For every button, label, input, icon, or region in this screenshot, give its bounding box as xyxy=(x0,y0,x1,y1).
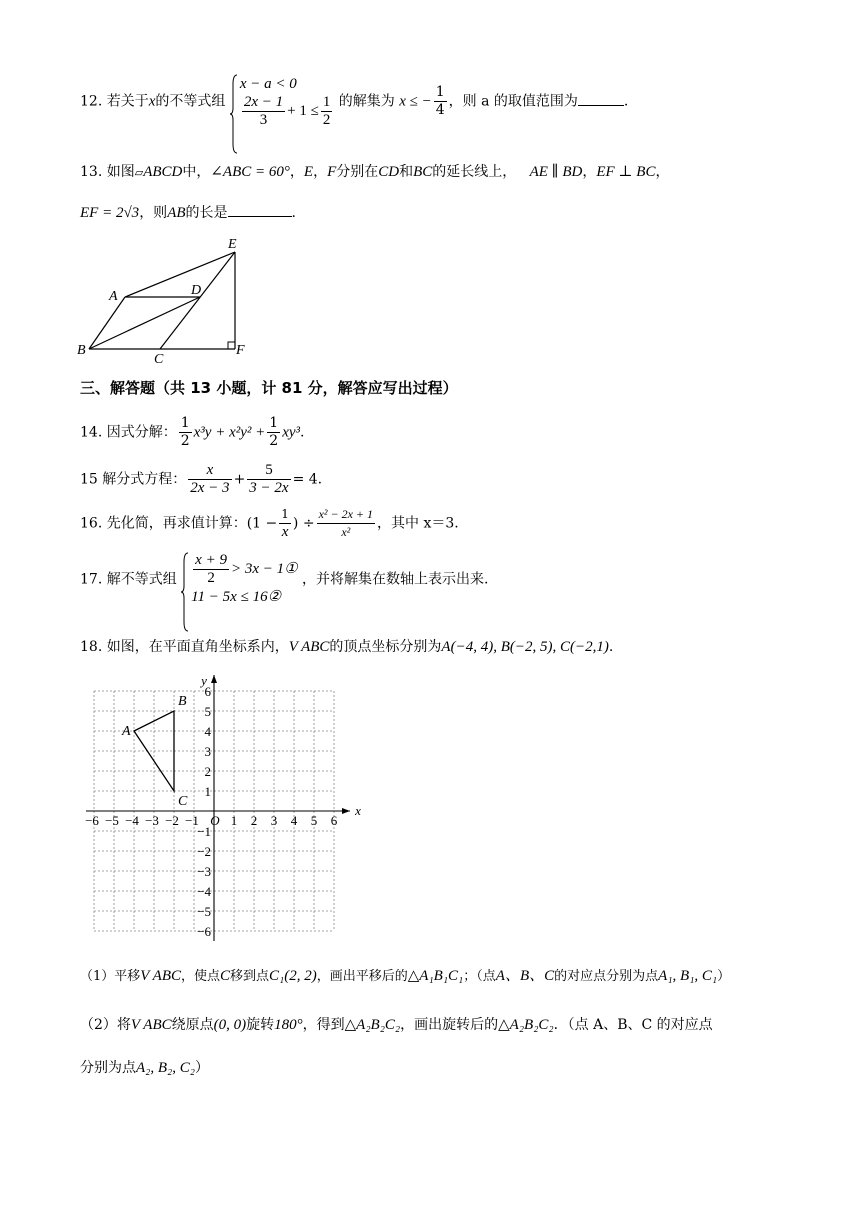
y-axis-label: y xyxy=(201,673,207,688)
label-b: B xyxy=(77,343,86,358)
y-axis-arrow-icon xyxy=(211,675,217,683)
x-tick-label: −6 xyxy=(85,813,99,828)
x-tick-label: 5 xyxy=(310,813,318,828)
axes xyxy=(86,675,350,941)
x-tick-label: 6 xyxy=(330,813,338,828)
vertex-label-a: A xyxy=(122,724,131,739)
x-tick-label: 4 xyxy=(290,813,298,828)
question-18: 18. 如图，在平面直角坐标系内，V ABC的顶点坐标分别为A(−4, 4), B(−2, 5), C(−2,1). xyxy=(80,639,614,655)
x-tick-label: −2 xyxy=(165,813,179,828)
inequality-system: $\frac{x + 9}{2}$ > 3x − 1① 11 − 5x ≤ 16② xyxy=(181,552,297,607)
question-18-part-2-cont: 分别为点A₂, B₂, C₂） xyxy=(80,1060,209,1076)
label-e: E xyxy=(228,237,237,252)
brace-icon xyxy=(181,552,189,632)
x-axis-arrow-icon xyxy=(342,808,350,814)
y-tick-label: 3 xyxy=(204,744,211,759)
figure-13-parallelogram xyxy=(72,232,262,364)
x-tick-label: −3 xyxy=(145,813,159,828)
y-tick-label: 1 xyxy=(204,784,211,799)
x-axis-label: x xyxy=(355,803,361,818)
label-d: D xyxy=(191,283,202,298)
x-tick-label: −1 xyxy=(185,813,199,828)
question-18-part-1: （1）平移V ABC，使点C移到点C₁(2, 2)，画出平移后的△A₁B₁C₁；（点A、B、C的对应点分别为点A₁, B₁, C₁） xyxy=(80,968,731,984)
origin-label: O xyxy=(210,813,220,828)
y-tick-label: −4 xyxy=(197,884,211,899)
segment-ce xyxy=(160,252,235,349)
question-15: 15 解分式方程： $\frac{x}{2x - 3}$ + $\frac{5}{3 - 2x}$ = 4. xyxy=(80,462,323,496)
x-tick-label: 2 xyxy=(250,813,258,828)
y-tick-label: 6 xyxy=(204,684,211,699)
segment-bd xyxy=(89,297,200,349)
vertex-label-b: B xyxy=(178,694,187,709)
brace-icon xyxy=(230,74,238,154)
tick-labels xyxy=(85,673,361,939)
question-14: 14. 因式分解： $\frac{1}{2}$ x³y + x²y² + $\frac{1}{2}$ xy³. xyxy=(80,415,305,449)
x-tick-label: 1 xyxy=(230,813,238,828)
question-13-cont: EF = 2√3，则AB的长是 . xyxy=(80,202,820,223)
coordinate-grid xyxy=(74,668,364,946)
y-tick-label: 4 xyxy=(204,724,211,739)
label-c: C xyxy=(154,352,164,364)
label-f: F xyxy=(236,343,245,358)
question-17: 17. 解不等式组 $\frac{x + 9}{2}$ > 3x − 1① 11 − 5x ≤ 16② ，并将解集在数轴上表示出来. xyxy=(80,552,820,607)
question-13: 13. 如图▱ABCD中，∠ABC = 60°，E，F分别在CD和BC的延长线上， AE ∥ BD，EF ⊥ BC， xyxy=(80,164,670,180)
y-tick-label: −3 xyxy=(197,864,211,879)
label-a: A xyxy=(109,289,118,304)
answer-blank[interactable] xyxy=(228,202,292,217)
right-angle-mark xyxy=(228,342,235,349)
question-18-part-2: （2）将V ABC绕原点(0, 0)旋转180°，得到△A₂B₂C₂，画出旋转后的△A₂B₂C₂．（点 A、B、C 的对应点 xyxy=(80,1017,713,1033)
x-tick-label: −4 xyxy=(125,813,139,828)
question-16: 16. 先化简，再求值计算：(1 − $\frac{1}{x}$ ) ÷ $\frac{\text{x² − 2x + 1}}{\text{x²}}$ ，其中 x＝3. xyxy=(80,507,459,540)
x-tick-label: −5 xyxy=(105,813,119,828)
answer-blank[interactable] xyxy=(578,91,624,106)
question-12: 12. 若关于x的不等式组 x − a < 0 $\frac{2x - 1}{3}$ + 1 ≤ $\frac{1}{2}$ 的解集为 x ≤ − $\frac{1}{4}$ ，则 a 的取值范围为 . xyxy=(80,74,820,129)
y-tick-label: −6 xyxy=(197,924,211,939)
y-tick-label: 5 xyxy=(204,704,211,719)
section-heading: 三、解答题（共 13 小题，计 81 分，解答应写出过程） xyxy=(80,379,458,397)
y-tick-label: 2 xyxy=(204,764,211,779)
segment-ae xyxy=(125,252,235,297)
vertex-label-c: C xyxy=(178,794,188,809)
y-tick-label: −5 xyxy=(197,904,211,919)
y-tick-label: −1 xyxy=(197,824,211,839)
y-tick-label: −2 xyxy=(197,844,211,859)
x-tick-label: 3 xyxy=(270,813,278,828)
inequality-system: x − a < 0 $\frac{2x - 1}{3}$ + 1 ≤ $\frac{1}{2}$ xyxy=(230,74,334,129)
